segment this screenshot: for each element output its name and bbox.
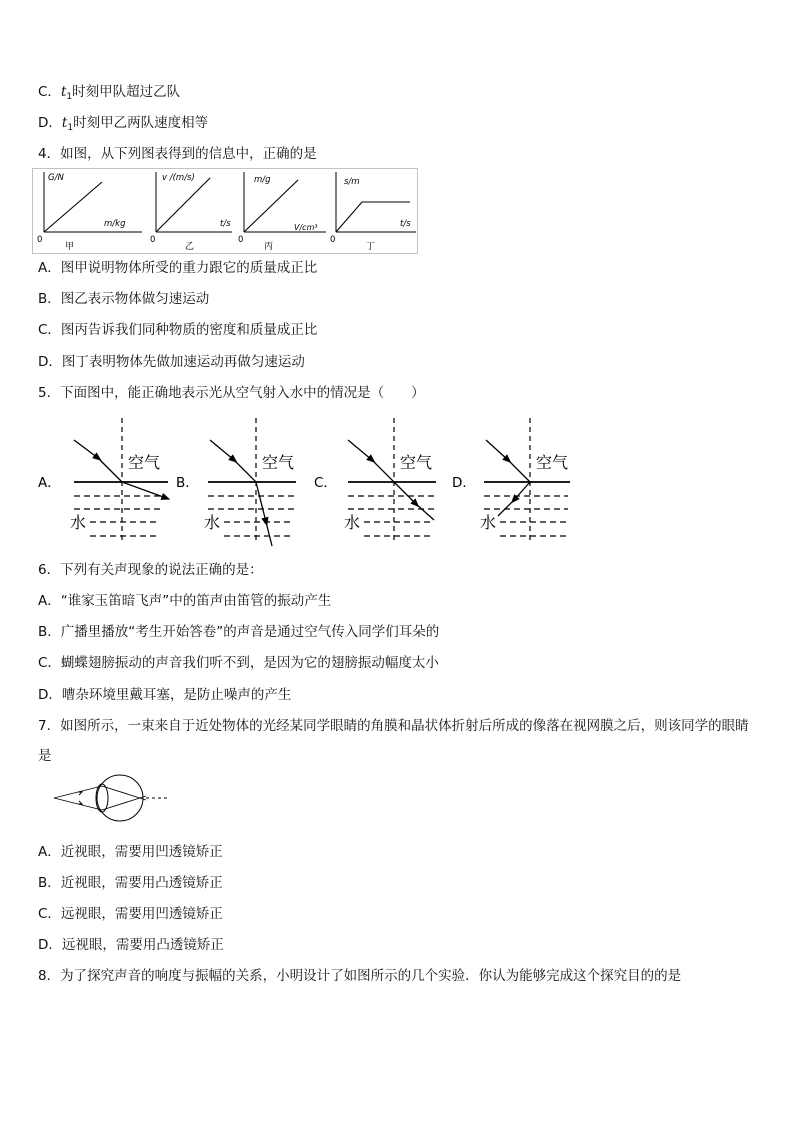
q6-option-b: B．广播里播放“考生开始答卷”的声音是通过空气传入同学们耳朵的 bbox=[38, 624, 440, 640]
graph-ding-name: 丁 bbox=[366, 242, 376, 252]
graph-jia-name: 甲 bbox=[65, 242, 75, 252]
graph-ding-ylabel: s/m bbox=[344, 177, 360, 187]
diagram-c-water-label: 水 bbox=[344, 513, 361, 532]
q7-option-b: B．近视眼，需要用凸透镜矫正 bbox=[38, 875, 223, 891]
refraction-diagram-b bbox=[176, 418, 296, 546]
diagram-a-water-label: 水 bbox=[70, 513, 87, 532]
graph-yi-xlabel: t/s bbox=[220, 219, 231, 229]
refraction-diagram-d bbox=[452, 418, 570, 542]
q4-stem: 4．如图，从下列图表得到的信息中，正确的是 bbox=[38, 146, 317, 162]
q7-stem: 7．如图所示，一束来自于近处物体的光经某同学眼睛的角膜和晶状体折射后所成的像落在视网膜之后，则该同学的眼睛是 bbox=[38, 718, 749, 764]
q5-stem: 5．下面图中，能正确地表示光从空气射入水中的情况是（ ） bbox=[38, 385, 425, 401]
diagram-b-label: B． bbox=[176, 475, 199, 491]
diagram-a-label: A． bbox=[38, 475, 61, 491]
q4-option-d: D．图丁表明物体先做加速运动再做匀速运动 bbox=[38, 354, 305, 370]
q4-option-c: C．图丙告诉我们同种物质的密度和质量成正比 bbox=[38, 322, 318, 338]
diagram-d-air-label: 空气 bbox=[536, 453, 569, 472]
graph-ding-origin: 0 bbox=[330, 235, 336, 245]
graph-bing-ylabel: m/g bbox=[254, 175, 271, 185]
q7-option-c: C．远视眼，需要用凹透镜矫正 bbox=[38, 906, 223, 922]
q3-option-c: C．$t_1$时刻甲队超过乙队 bbox=[38, 84, 181, 102]
graph-ding-xlabel: t/s bbox=[400, 219, 411, 229]
graph-jia-xlabel: m/kg bbox=[104, 219, 126, 229]
q8-stem: 8．为了探究声音的响度与振幅的关系，小明设计了如图所示的几个实验．你认为能够完成这个探究目的的是 bbox=[38, 968, 682, 984]
graph-bing-origin: 0 bbox=[238, 235, 244, 245]
graph-bing-xlabel: V/cm³ bbox=[294, 223, 318, 232]
graph-yi-origin: 0 bbox=[150, 235, 156, 245]
q6-stem: 6．下列有关声现象的说法正确的是： bbox=[38, 562, 263, 578]
refraction-diagram-c bbox=[314, 418, 436, 542]
q4-option-a: A．图甲说明物体所受的重力跟它的质量成正比 bbox=[38, 260, 318, 276]
diagram-b-air-label: 空气 bbox=[262, 453, 295, 472]
diagram-d-label: D． bbox=[452, 475, 476, 491]
refraction-diagram-a bbox=[38, 418, 168, 542]
graph-ding bbox=[330, 172, 416, 252]
graph-jia bbox=[37, 172, 142, 252]
q7-option-d: D．远视眼，需要用凸透镜矫正 bbox=[38, 937, 224, 953]
diagram-c-air-label: 空气 bbox=[400, 453, 433, 472]
diagram-c-label: C． bbox=[314, 475, 337, 491]
q7-eye-figure bbox=[50, 774, 180, 824]
q5-refraction-figure bbox=[30, 412, 590, 552]
diagram-b-water-label: 水 bbox=[204, 513, 221, 532]
diagram-a-air-label: 空气 bbox=[128, 453, 161, 472]
graph-yi-ylabel: v /(m/s) bbox=[162, 173, 195, 183]
q6-option-c: C．蝴蝶翅膀振动的声音我们听不到，是因为它的翅膀振动幅度太小 bbox=[38, 655, 439, 671]
graph-yi-name: 乙 bbox=[185, 242, 195, 252]
graph-jia-origin: 0 bbox=[37, 235, 43, 245]
q3-option-d: D．$t_1$时刻甲乙两队速度相等 bbox=[38, 115, 209, 133]
graph-bing bbox=[238, 172, 326, 252]
graph-yi bbox=[150, 172, 232, 252]
diagram-d-water-label: 水 bbox=[480, 513, 497, 532]
q7-option-a: A．近视眼，需要用凹透镜矫正 bbox=[38, 844, 223, 860]
graph-jia-ylabel: G/N bbox=[48, 173, 64, 183]
graph-bing-name: 丙 bbox=[264, 242, 274, 252]
q4-option-b: B．图乙表示物体做匀速运动 bbox=[38, 291, 210, 307]
q4-graphs-figure bbox=[32, 168, 418, 254]
q6-option-a: A．“谁家玉笛暗飞声”中的笛声由笛管的振动产生 bbox=[38, 593, 332, 609]
q6-option-d: D．嘈杂环境里戴耳塞，是防止噪声的产生 bbox=[38, 687, 292, 703]
